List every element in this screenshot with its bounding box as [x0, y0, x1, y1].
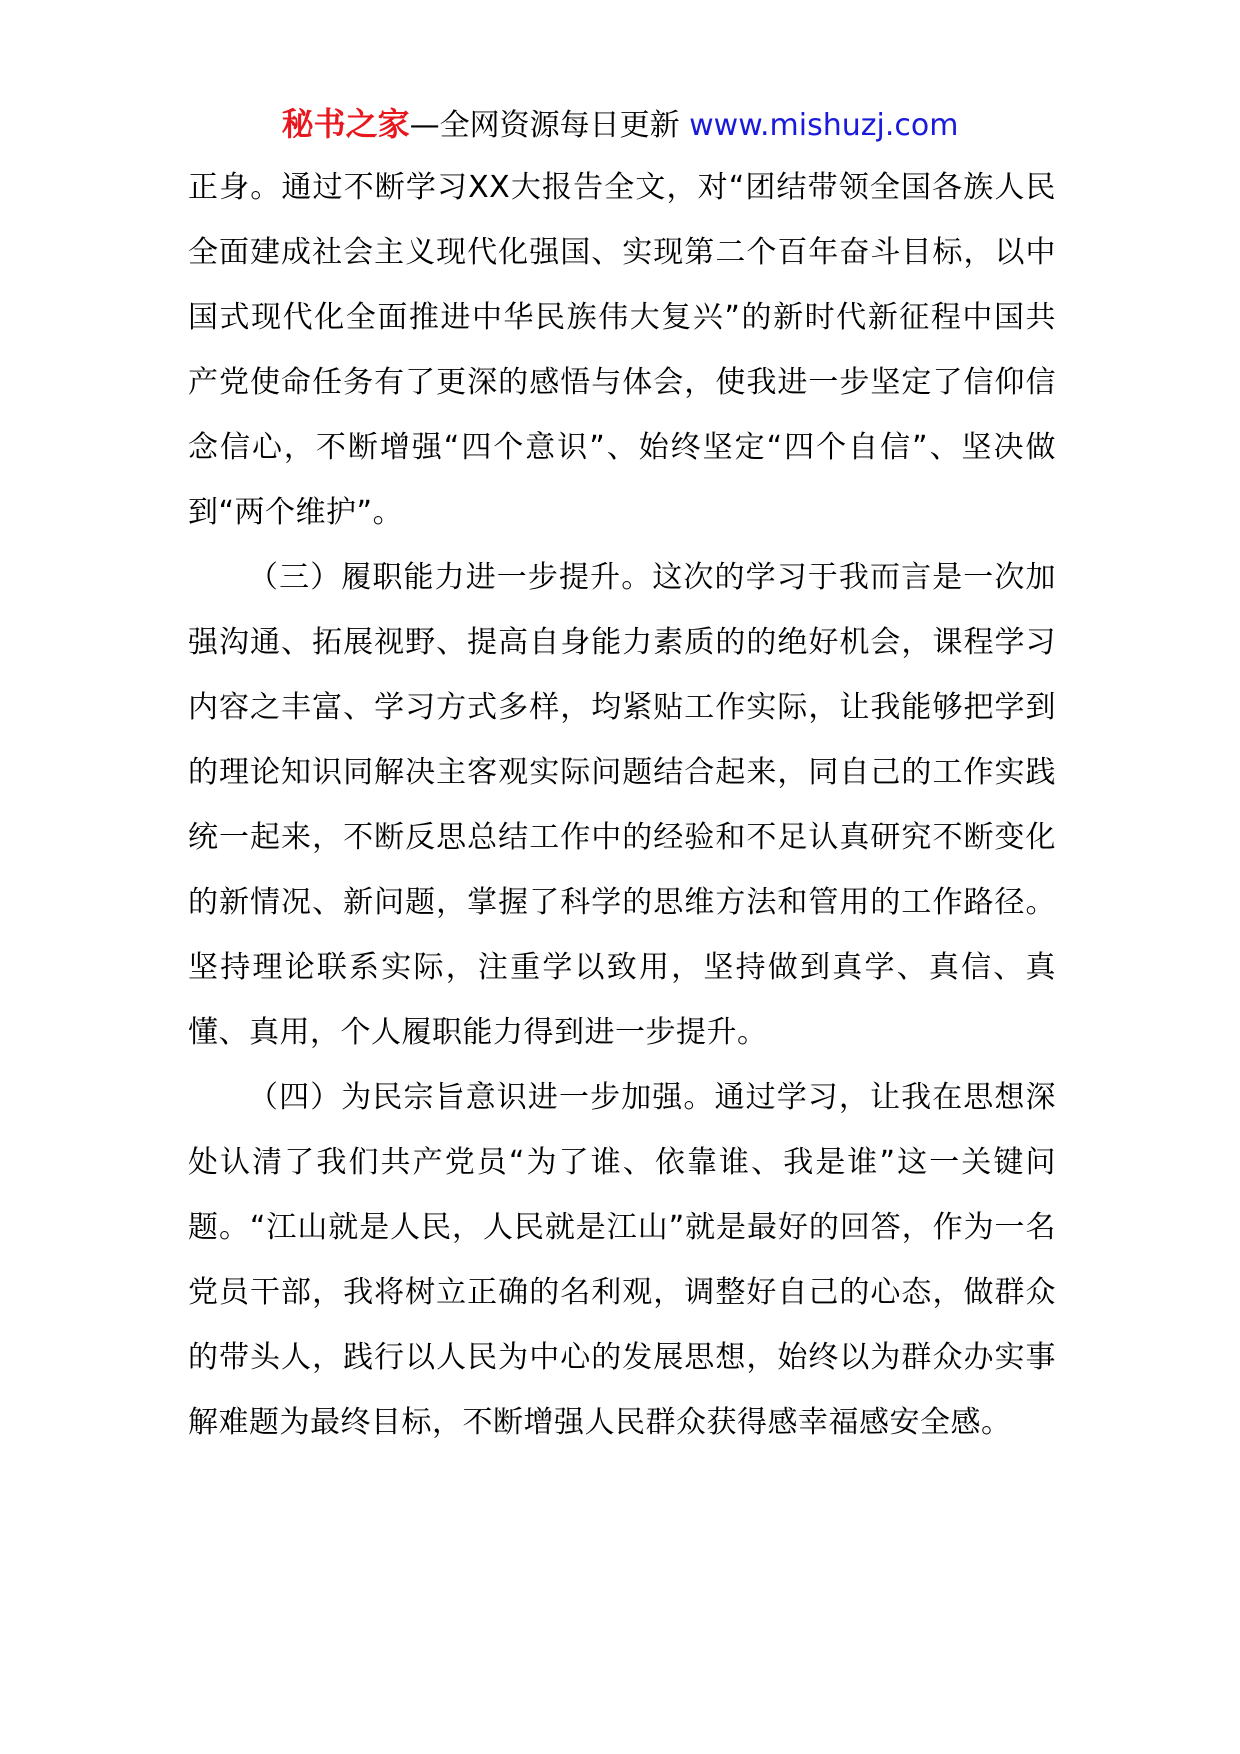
paragraph-section-three: （三）履职能力进一步提升。这次的学习于我而言是一次加强沟通、拓展视野、提高自身能力素质的的绝好机会，课程学习内容之丰富、学习方式多样，均紧贴工作实际，让我能够把学到的理论知识同解决主客观实际问题结合起来，同自己的工作实践统一起来，不断反思总结工作中的经验和不足认真研究不断变化的新情况、新问题，掌握了科学的思维方法和管用的工作路径。坚持理论联系实际，注重学以致用，坚持做到真学、真信、真懂、真用，个人履职能力得到进一步提升。: [188, 560, 1056, 1050]
page-header: [0, 104, 1240, 146]
paragraph-continuation: 正身。通过不断学习XX大报告全文，对“团结带领全国各族人民全面建成社会主义现代化强国、实现第二个百年奋斗目标，以中国式现代化全面推进中华民族伟大复兴”的新时代新征程中国共产党使命任务有了更深的感悟与体会，使我进一步坚定了信仰信念信心，不断增强“四个意识”、始终坚定“四个自信”、坚决做到“两个维护”。: [188, 170, 1056, 530]
site-tagline: —全网资源每日更新: [409, 108, 690, 143]
site-url[interactable]: www.mishuzj.com: [689, 108, 959, 143]
site-brand: 秘书之家: [281, 105, 410, 143]
paragraph-section-four: （四）为民宗旨意识进一步加强。通过学习，让我在思想深处认清了我们共产党员“为了谁、依靠谁、我是谁”这一关键问题。“江山就是人民，人民就是江山”就是最好的回答，作为一名党员干部，我将树立正确的名利观，调整好自己的心态，做群众的带头人，践行以人民为中心的发展思想，始终以为群众办实事解难题为最终目标，不断增强人民群众获得感幸福感安全感。: [188, 1080, 1056, 1440]
document-body: [188, 155, 1056, 1455]
